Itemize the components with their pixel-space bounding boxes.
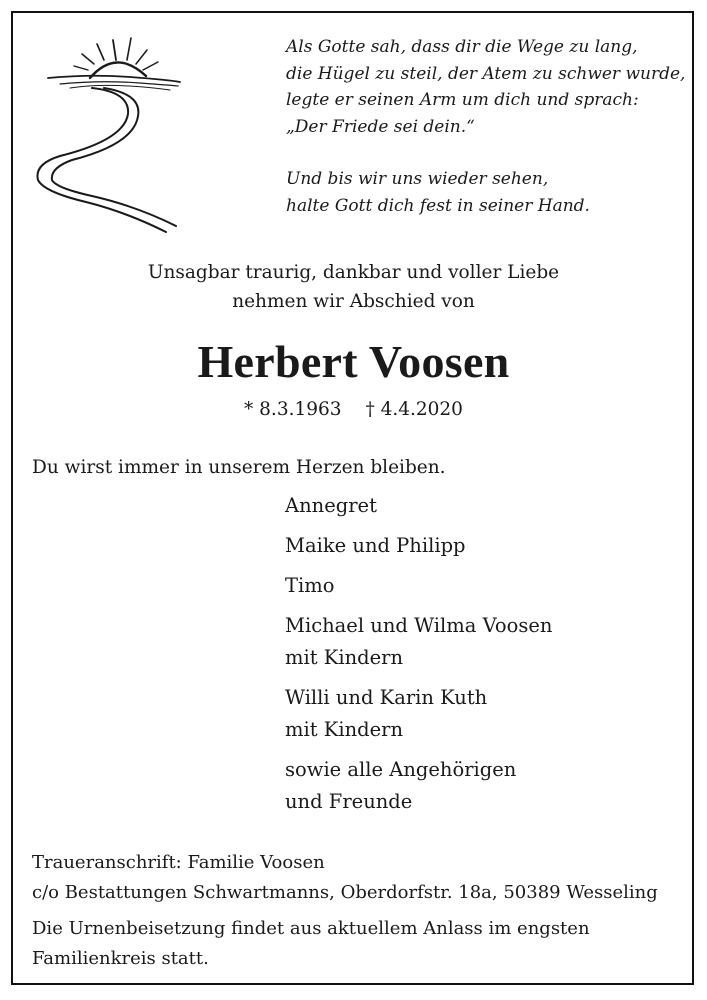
mourner-line: Maike und Philipp xyxy=(285,534,466,557)
poem xyxy=(286,34,686,219)
address-line: c/o Bestattungen Schwartmanns, Oberdorfstr. 18a, 50389 Wesseling xyxy=(32,882,658,903)
mourning-address xyxy=(32,848,658,974)
mourner-line: und Freunde xyxy=(285,790,413,813)
birth-date: * 8.3.1963 xyxy=(244,399,342,420)
mourner-line: mit Kindern xyxy=(285,646,404,669)
mourner-line: Annegret xyxy=(285,494,377,517)
poem-line: die Hügel zu steil, der Atem zu schwer wurde, xyxy=(286,63,686,84)
mourner-entry xyxy=(285,570,552,602)
mourner-line: Michael und Wilma Voosen xyxy=(285,614,553,637)
burial-line: Die Urnenbeisetzung findet aus aktuellem Anlass im engsten xyxy=(32,918,590,939)
burial-note xyxy=(32,914,658,974)
deceased-name: Herbert Voosen xyxy=(197,336,510,387)
mourner-entry xyxy=(285,530,552,562)
mourner-line: mit Kindern xyxy=(285,718,404,741)
motto: Du wirst immer in unserem Herzen bleiben. xyxy=(32,457,446,478)
poem-line: halte Gott dich fest in seiner Hand. xyxy=(286,195,590,216)
mourners-list xyxy=(285,490,552,826)
sunrise-path-icon xyxy=(30,30,190,235)
poem-line: Als Gotte sah, dass dir die Wege zu lang, xyxy=(286,37,638,57)
address-line: Traueranschrift: Familie Voosen xyxy=(32,852,325,873)
mourner-entry xyxy=(285,754,552,818)
mourner-line: sowie alle Angehörigen xyxy=(285,758,517,781)
death-date: † 4.4.2020 xyxy=(365,399,463,420)
life-dates xyxy=(0,395,707,425)
poem-line: legte er seinen Arm um dich und sprach: xyxy=(286,90,639,110)
mourner-line: Timo xyxy=(285,574,335,597)
mourner-entry xyxy=(285,610,552,674)
intro-line: Unsagbar traurig, dankbar und voller Liebe xyxy=(147,262,560,283)
mourner-entry xyxy=(285,682,552,746)
mourner-entry xyxy=(285,490,552,522)
poem-line: Und bis wir uns wieder sehen, xyxy=(286,169,549,189)
mourner-line: Willi und Karin Kuth xyxy=(285,686,488,709)
poem-line: „Der Friede sei dein.“ xyxy=(286,116,475,137)
intro-line: nehmen wir Abschied von xyxy=(232,291,475,312)
farewell-intro xyxy=(0,258,707,316)
burial-line: Familienkreis statt. xyxy=(32,948,209,969)
